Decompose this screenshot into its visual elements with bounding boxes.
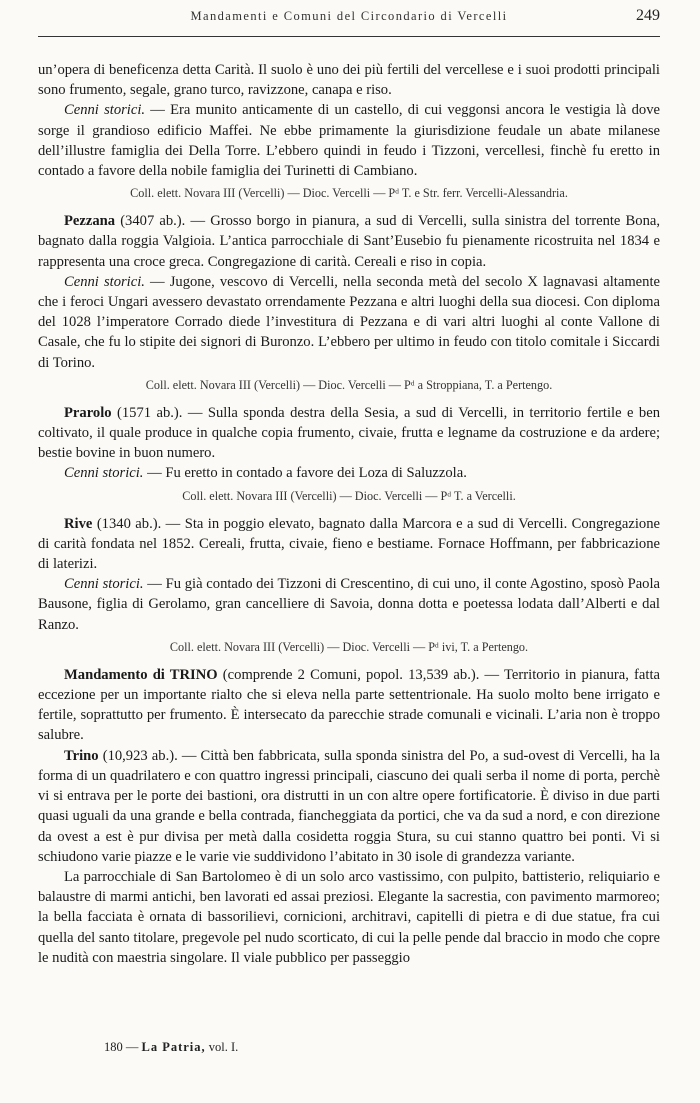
sheet-number: 180 — [104, 1040, 139, 1054]
running-title: Mandamenti e Comuni del Circondario di Vercelli [190, 9, 508, 23]
history-label: Cenni storici. [64, 102, 146, 119]
prarolo-history-paragraph [38, 463, 660, 483]
mandamento-text: (comprende 2 Comuni, popol. 13,539 ab.). — Territorio in pianura, fatta eccezione per un importante rialto che si eleva nella parte settentrionale. Ha suolo molto bene irrigato e fertile, soprattutto per frumento. È intersecato da parecchie strade comunali e vicinali. L’aria non è troppo salubre. [38, 666, 660, 744]
intro-text: un’opera di beneficenza detta Carità. Il suolo è uno dei più fertili del vercellese e i suoi prodotti principali sono frumento, segale, grano turco, ravizzone, canapa e riso. [38, 62, 660, 99]
mandamento-heading: Mandamento di TRINO [64, 666, 218, 683]
prarolo-heading: Prarolo [64, 404, 112, 421]
history-text: — Jugone, vescovo di Vercelli, nella seconda metà del secolo X lagnavasi altamente che i feroci Ungari avessero devastato orrendamente Pezzana e altri luoghi della sua diocesi. Con diploma del 1028 l’imperatore Corrado diede l’investitura di Pezzana e di vari altri luoghi al conte Vallone di Casale, che fu lo stipite dei signori di Buronzo. L’ebbero per ultimo in feudo con titolo comitale i Siccardi di Torino. [38, 273, 660, 371]
intro-paragraph [38, 60, 660, 100]
trino-church-text: La parrocchiale di San Bartolomeo è di un solo arco vastissimo, con pulpito, battisterio, reliquiario e balaustre di marmi antichi, ben lavorati ed assai preziosi. Elegante la sacrestia, con pavimento marmoreo; la bella facciata è ornata di bassorilievi, cornicioni, architravi, capitelli di pietra e di due statue, fra cui quella del santo titolare, pregevole pel nudo scorticato, di cui la pelle pende dal braccio in modo che copre le nudità con maestria singolare. Il viale pubblico per passeggio [38, 868, 660, 966]
volume-number: vol. I. [208, 1040, 239, 1054]
history-text: — Fu eretto in contado a favore dei Loza di Saluzzola. [143, 465, 467, 482]
pezzana-history-paragraph [38, 272, 660, 373]
rive-heading: Rive [64, 515, 93, 532]
rive-electoral-note: Coll. elett. Novara III (Vercelli) — Dioc. Vercelli — Pᵈ ivi, T. a Pertengo. [169, 639, 529, 654]
pezzana-text: (3407 ab.). — Grosso borgo in pianura, a sud di Vercelli, sulla sinistra del torrente Bona, bagnato dalla roggia Valgioia. L’antica parrocchiale di Sant’Eusebio fu pienamente ricostruita nel 1834 e rappresenta una croce greca. Congregazione di carità. Cereali e riso in copia. [38, 213, 660, 270]
intro-electoral-note: Coll. elett. Novara III (Vercelli) — Dioc. Vercelli — Pᵈ T. e Str. ferr. Vercelli-Alessandria. [130, 186, 568, 201]
trino-text: (10,923 ab.). — Città ben fabbricata, sulla sponda sinistra del Po, a sud-ovest di Vercelli, ha la forma di un quadrilatero e con quattro ingressi principali, ciascuno dei quali serba il nome di porta, perchè vi si entrava per le porte dei bastioni, ora distrutti in un con altre opere fortificatorie. È diviso in due parti quasi uguali da una grande e bella contrada, fiancheggiata da portici, che va da sud a nord, e con direzione da ovest a est è pur divisa per metà dalla cosidetta roggia Stura, su cui stanno quattro bei ponti. Vi si schiudono varie piazze e le varie vie suddividono l’abitato in 30 isole di grandezza variante. [38, 747, 660, 865]
publication-title: La Patria, [141, 1040, 206, 1054]
pezzana-heading: Pezzana [64, 213, 116, 230]
trino-paragraph [38, 746, 660, 867]
rive-history-paragraph [38, 574, 660, 635]
trino-church-paragraph [38, 867, 660, 968]
signature-footer [104, 1040, 238, 1055]
rive-text: (1340 ab.). — Sta in poggio elevato, bagnato dalla Marcora e a sud di Vercelli. Congregazione di carità fondata nel 1852. Cereali, frutta, civaie, fieno e bestiame. Fornace Hoffmann, per fabbricazione di laterizi. [38, 515, 660, 573]
history-text: — Era munito anticamente di un castello, di cui veggonsi ancora le vestigia là dove sorge il grandioso edificio Maffei. Ne ebbe primamente la giurisdizione feudale un abate milanese dell’illustre famiglia dei Della Torre. L’ebbero quindi in feudo i Tizzoni, vercellesi, finchè fu eretto in contado a favore della nobile famiglia dei Turinetti di Cambiano. [38, 102, 660, 180]
rive-paragraph [38, 514, 660, 575]
body-text [38, 60, 660, 968]
prarolo-electoral-note: Coll. elett. Novara III (Vercelli) — Dioc. Vercelli — Pᵈ T. a Vercelli. [182, 488, 516, 503]
pezzana-paragraph [38, 211, 660, 272]
running-header [38, 6, 660, 28]
trino-heading: Trino [64, 747, 99, 764]
history-label: Cenni storici. [64, 465, 144, 482]
header-rule [38, 36, 660, 37]
page-number: 249 [636, 7, 660, 24]
pezzana-electoral-note: Coll. elett. Novara III (Vercelli) — Dioc. Vercelli — Pᵈ a Stroppiana, T. a Pertengo. [145, 377, 553, 392]
history-label: Cenni storici. [64, 576, 144, 593]
prarolo-paragraph [38, 403, 660, 464]
prarolo-text: (1571 ab.). — Sulla sponda destra della Sesia, a sud di Vercelli, in territorio fertile e ben coltivato, il quale produce in qualche copia frumento, civaie, frutta e legname da costruzione e da ardere; bestie bovine in buon numero. [38, 404, 660, 462]
mandamento-paragraph [38, 665, 660, 746]
history-label: Cenni storici. [64, 273, 145, 290]
intro-history-paragraph [38, 100, 660, 181]
history-text: — Fu già contado dei Tizzoni di Crescentino, di cui uno, il conte Agostino, sposò Paola Bausone, figlia di Gerolamo, gran cancelliere di Savoia, donna dotta e poetessa lodata dall’Alberti e dal Ranzo. [38, 576, 660, 633]
